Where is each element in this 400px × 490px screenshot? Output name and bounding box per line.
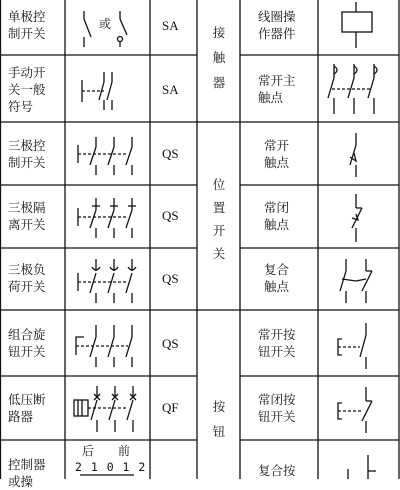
name-line: 线圈操 xyxy=(258,9,296,24)
name-line: 三极控 xyxy=(8,138,46,153)
name-line: 常闭按 xyxy=(258,392,296,407)
category-char: 接 xyxy=(212,25,226,40)
row-name xyxy=(8,64,46,115)
name-line: 组合旋 xyxy=(8,327,46,342)
category-char: 置 xyxy=(212,200,226,215)
code-label: SA xyxy=(162,18,179,33)
name-line: 作器件 xyxy=(258,26,296,41)
low-voltage-breaker-symbol xyxy=(68,378,148,440)
nc-button-symbol xyxy=(318,377,398,439)
no-button-symbol xyxy=(318,311,398,375)
name-line: 手动开 xyxy=(8,65,46,80)
name-line: 荷开关 xyxy=(8,279,46,294)
name-line: 符号 xyxy=(8,99,34,114)
controller-back-label: 后 xyxy=(82,444,95,458)
name-line: 常开按 xyxy=(258,327,296,342)
row-name xyxy=(8,8,46,42)
name-line: 触点 xyxy=(264,155,290,170)
name-line: 触点 xyxy=(258,90,284,105)
position-nc-contact-symbol xyxy=(318,186,398,248)
name-line: 控制器 xyxy=(8,457,46,472)
name-line: 或操 xyxy=(8,474,34,489)
manual-switch-symbol xyxy=(68,60,148,120)
three-pole-load-switch-symbol xyxy=(68,251,148,309)
name-line: 制开关 xyxy=(8,26,46,41)
name-line: 常开 xyxy=(264,138,290,153)
code-label: QF xyxy=(162,400,179,415)
name-line: 制开关 xyxy=(8,155,46,170)
code-label: QS xyxy=(162,208,179,223)
row-name xyxy=(8,391,46,425)
code-label: QS xyxy=(162,271,179,286)
row-name xyxy=(258,326,296,360)
name-line: 触点 xyxy=(264,279,290,294)
row-name xyxy=(8,137,46,171)
category-label xyxy=(211,176,227,263)
controller-front-label: 前 xyxy=(118,444,131,458)
row-name xyxy=(8,326,46,360)
three-pole-isolating-switch-symbol xyxy=(68,188,148,246)
row-name xyxy=(8,261,46,295)
name-line: 触点 xyxy=(264,217,290,232)
row-name xyxy=(258,72,296,106)
category-char: 按 xyxy=(212,399,226,414)
category-char: 位 xyxy=(212,177,226,192)
name-line: 钮开关 xyxy=(258,344,296,359)
row-name xyxy=(258,391,296,425)
code-label: QS xyxy=(162,336,179,351)
row-name xyxy=(8,456,46,490)
row-name xyxy=(264,137,289,171)
category-label xyxy=(211,398,227,441)
name-line: 复合按 xyxy=(258,463,296,478)
category-char: 开 xyxy=(212,223,226,238)
category-char: 关 xyxy=(212,246,226,261)
controller-symbol xyxy=(68,473,148,479)
name-line: 复合 xyxy=(264,262,290,277)
or-label: 或 xyxy=(99,17,112,31)
row-name xyxy=(8,199,46,233)
controller-digits: 2 1 0 1 2 xyxy=(75,460,147,474)
category-char: 触 xyxy=(212,50,226,65)
name-line: 常闭 xyxy=(264,200,290,215)
name-line: 常开主 xyxy=(258,73,296,88)
category-label xyxy=(211,24,227,92)
name-line: 三极隔 xyxy=(8,200,46,215)
row-name xyxy=(264,199,289,233)
combination-rotary-switch-symbol xyxy=(68,313,148,375)
name-line: 低压断 xyxy=(8,392,46,407)
row-name xyxy=(264,261,289,295)
category-char: 钮 xyxy=(212,424,226,439)
position-no-contact-symbol xyxy=(318,123,398,185)
row-name xyxy=(258,462,296,479)
compound-button-symbol xyxy=(318,441,398,479)
name-line: 路器 xyxy=(8,409,34,424)
name-line: 关一般 xyxy=(8,82,46,97)
category-char: 器 xyxy=(212,75,226,90)
three-pole-control-switch-symbol xyxy=(68,125,148,183)
name-line: 三极负 xyxy=(8,262,46,277)
main-contact-symbol xyxy=(318,56,398,122)
name-line: 单极控 xyxy=(8,9,46,24)
position-compound-contact-symbol xyxy=(318,249,398,311)
code-label: SA xyxy=(162,82,179,97)
name-line: 钮开关 xyxy=(8,344,46,359)
name-line: 钮开关 xyxy=(258,409,296,424)
name-line: 离开关 xyxy=(8,217,46,232)
row-name xyxy=(258,8,296,42)
coil-symbol xyxy=(318,0,398,55)
code-label: QS xyxy=(162,146,179,161)
